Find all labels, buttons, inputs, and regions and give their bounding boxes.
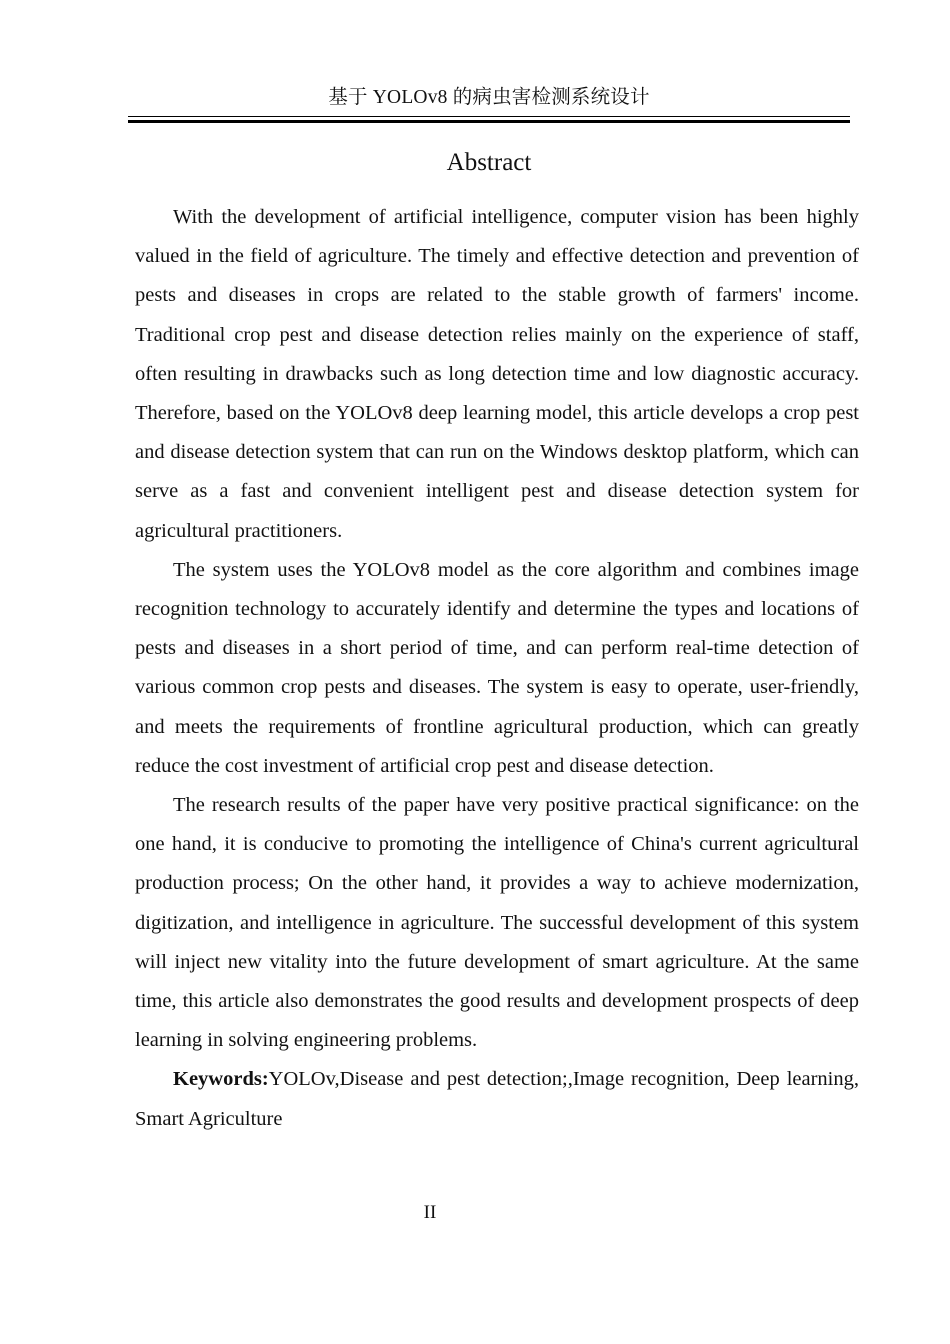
abstract-paragraph: With the development of artificial intelligence, computer vision has been highly valued in the field of agriculture. The timely and effective detection and prevention of pests and diseases in crops are related to the stable growth of farmers' income. Traditional crop pest and disease detection relies mainly on the experience of staff, often resulting in drawbacks such as long detection time and low diagnostic accuracy. Therefore, based on the YOLOv8 deep learning model, this article develops a crop pest and disease detection system that can run on the Windows desktop platform, which can serve as a fast and convenient intelligent pest and disease detection system for agricultural practitioners.: [135, 206, 859, 542]
header-divider: [128, 116, 850, 124]
page-number: II: [423, 1202, 437, 1223]
keywords-value: YOLOv,Disease and pest detection;,Image recognition, Deep learning, Smart Agriculture: [135, 1068, 859, 1130]
running-header: 基于 YOLOv8 的病虫害检测系统设计: [328, 87, 650, 108]
header-rule-thick: [128, 120, 850, 123]
keywords-line: [135, 1060, 859, 1138]
abstract-body: [135, 198, 859, 1139]
abstract-paragraph: The research results of the paper have very positive practical significance: on the one hand, it is conducive to promoting the intelligence of China's current agricultural production process; On the other hand, it provides a way to achieve modernization, digitization, and intelligence in agriculture. The successful development of this system will inject new vitality into the future development of smart agriculture. At the same time, this article also demonstrates the good results and development prospects of deep learning in solving engineering problems.: [135, 794, 859, 1052]
page-title: Abstract: [446, 149, 532, 176]
keywords-label: Keywords:: [173, 1068, 269, 1091]
abstract-paragraph: The system uses the YOLOv8 model as the core algorithm and combines image recognition technology to accurately identify and determine the types and locations of pests and diseases in a short period of time, and can perform real-time detection of various common crop pests and diseases. The system is easy to operate, user-friendly, and meets the requirements of frontline agricultural production, which can greatly reduce the cost investment of artificial crop pest and disease detection.: [135, 558, 859, 777]
header-rule-thin: [128, 116, 850, 117]
